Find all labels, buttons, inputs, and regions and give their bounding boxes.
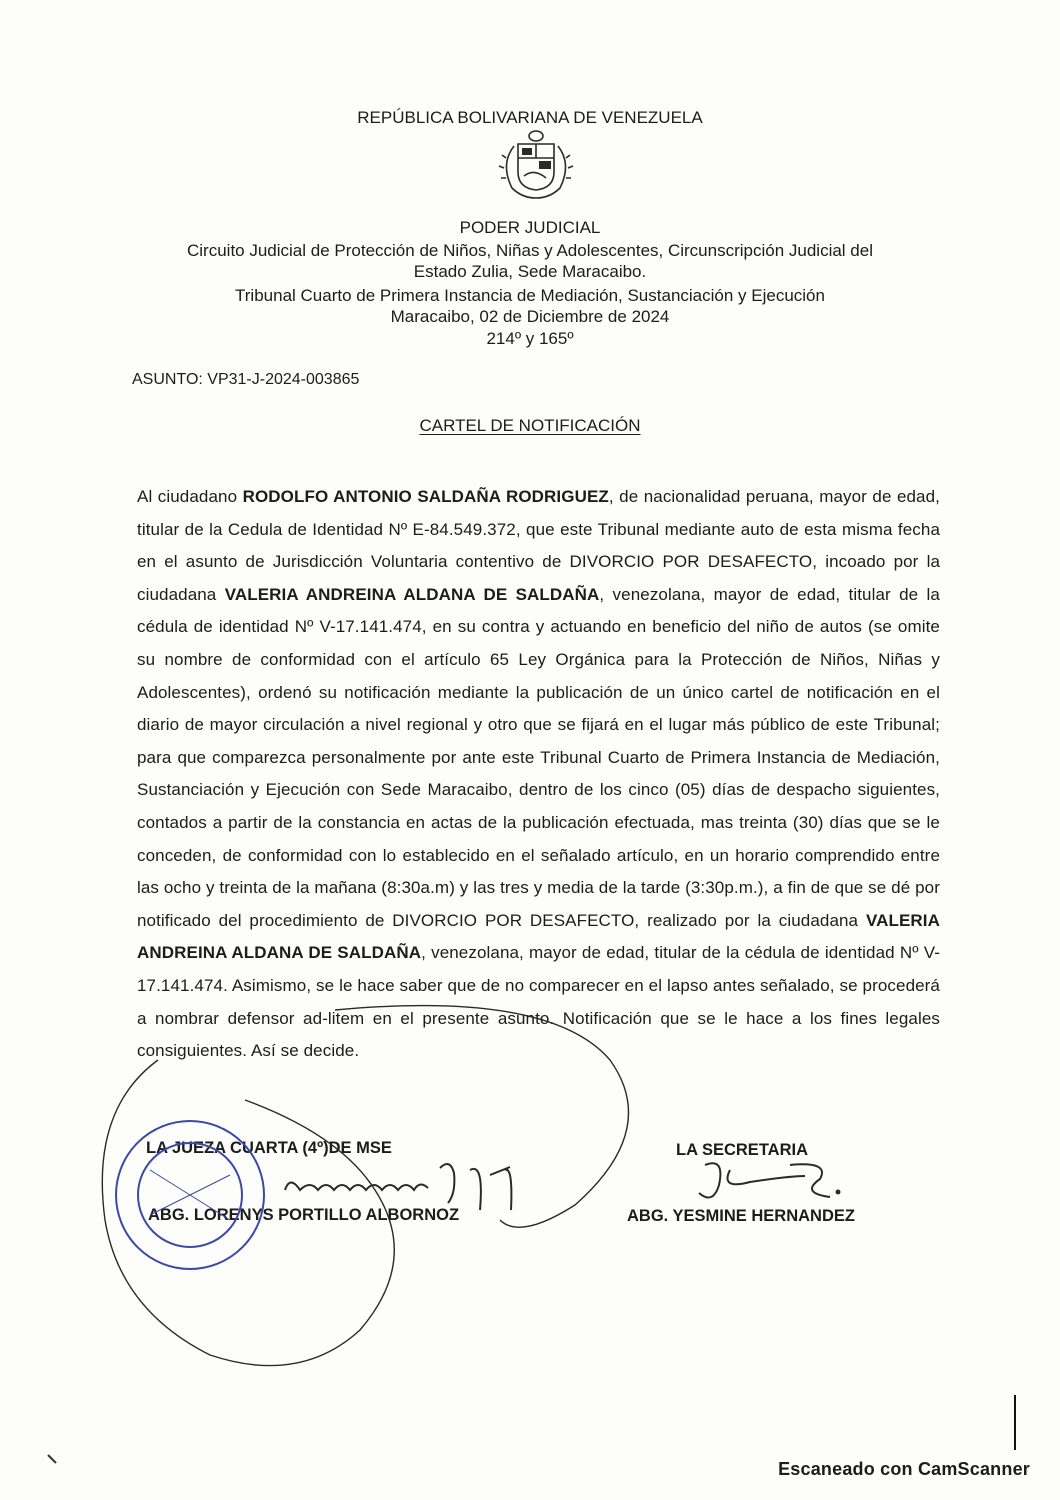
scanner-watermark: Escaneado con CamScanner — [778, 1459, 1030, 1479]
circuit-line-1: Circuito Judicial de Protección de Niños, Niñas y Adolescentes, Circunscripción Judicial del — [187, 241, 873, 260]
body-part-3: , venezolana, mayor de edad, titular de la cédula de identidad Nº V-17.141.474, en su contra y actuando en beneficio del niño de autos (se omite su nombre de conformidad con el artículo 65 Ley Orgánica para la Protección de Niños, Niñas y Adolescentes), ordenó su notificación mediante la publicación de un único cartel de notificación en el diario de mayor circulación a nivel regional y otro que se fijará en el lugar más público de este Tribunal; para que comparezca personalmente por ante este Tribunal Cuarto de Primera Instancia de Mediación, Sustanciación y Ejecución con Sede Maracaibo, dentro de los cinco (05) días de despacho siguientes, contados a partir de la constancia en actas de la publicación efectuada, mas treinta (30) días que se le conceden, de conformidad con lo establecido en el señalado artículo, en un horario comprendido entre las ocho y treinta de la mañana (8:30a.m) y las tres y media de la tarde (3:30p.m.), a fin de que se dé por notificado del procedimiento de DIVORCIO POR DESAFECTO, realizado por la ciudadana — [137, 584, 940, 930]
notice-body — [137, 481, 940, 1068]
petitioner-name: VALERIA ANDREINA ALDANA DE SALDAÑA — [224, 584, 600, 604]
coat-of-arms-icon — [494, 128, 578, 204]
scan-mark — [48, 1455, 56, 1463]
years-line: 214º y 165º — [486, 329, 574, 348]
body-part-2: , de nacionalidad peruana, mayor de edad, titular de la Cedula de Identidad Nº E-84.549.372, que este Tribunal mediante auto de esta misma fecha en el asunto de Jurisdicción Voluntaria contentivo de DIVORCIO POR DESAFECTO, incoado por la ciudadana — [137, 487, 940, 604]
circuit-line-2: Estado Zulia, Sede Maracaibo. — [413, 262, 647, 281]
secretary-name: ABG. YESMINE HERNANDEZ — [627, 1207, 855, 1225]
judge-name: ABG. LORENYS PORTILLO ALBORNOZ — [148, 1206, 460, 1224]
petitioner-name-repeat: VALERIA ANDREINA ALDANA DE SALDAÑA — [137, 910, 940, 963]
secretary-signature — [699, 1163, 840, 1197]
document-title-text: CARTEL DE NOTIFICACIÓN — [419, 416, 641, 435]
judge-signature — [285, 1164, 511, 1210]
tribunal-line: Tribunal Cuarto de Primera Instancia de Mediación, Sustanciación y Ejecución — [235, 286, 825, 305]
body-part-1: Al ciudadano — [137, 487, 243, 506]
respondent-name: RODOLFO ANTONIO SALDAÑA RODRIGUEZ — [242, 487, 609, 506]
secretary-title: LA SECRETARIA — [676, 1141, 808, 1159]
judge-title: LA JUEZA CUARTA (4º)DE MSE — [146, 1139, 392, 1157]
document-title — [0, 416, 1060, 436]
judicial-power-heading: PODER JUDICIAL — [459, 218, 601, 237]
body-part-4: , venezolana, mayor de edad, titular de la cédula de identidad Nº V-17.141.474. Asimismo, se le hace saber que de no comparecer en el lapso antes señalado, se procederá a nombrar defensor ad-litem en el presente asunto. Notificación que se le hace a los fines legales consiguientes. Así se decide. — [137, 943, 940, 1061]
place-date-line: Maracaibo, 02 de Diciembre de 2024 — [390, 307, 670, 326]
country-heading: REPÚBLICA BOLIVARIANA DE VENEZUELA — [357, 108, 703, 127]
case-number: ASUNTO: VP31-J-2024-003865 — [132, 371, 360, 388]
